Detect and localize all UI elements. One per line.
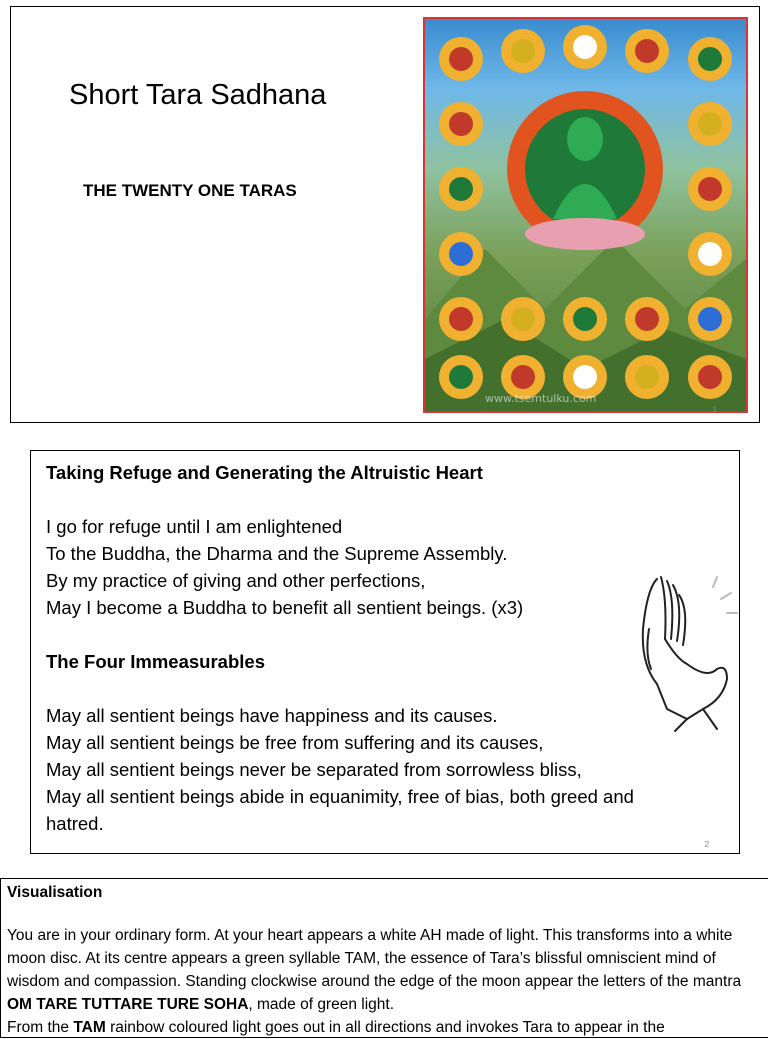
- page-number: 1: [712, 405, 717, 414]
- mantra-text: OM TARE TUTTARE TURE SOHA: [7, 996, 249, 1013]
- refuge-line: By my practice of giving and other perfections,: [46, 570, 426, 591]
- visualisation-slide: [0, 878, 768, 1038]
- refuge-line: May I become a Buddha to benefit all sentient beings. (x3): [46, 597, 524, 618]
- paragraph-text: You are in your ordinary form. At your heart appears a white AH made of light. This transforms into a white moon disc. At its centre appears a green syllable TAM, the essence of Tara’s blissful omniscient mind of wisdom and compassion. Standing clockwise around the edge of the moon appear the letters of the mantra: [7, 927, 742, 990]
- immeasurable-line: May all sentient beings be free from suffering and its causes,: [46, 732, 544, 753]
- immeasurable-line: May all sentient beings never be separated from sorrowless bliss,: [46, 759, 582, 780]
- paragraph-text: , made of green light.: [248, 996, 395, 1013]
- lotus-seat: [525, 218, 645, 250]
- immeasurable-line: May all sentient beings have happiness and its causes.: [46, 705, 498, 726]
- refuge-slide: [30, 450, 740, 854]
- immeasurable-line: May all sentient beings abide in equanimity, free of bias, both greed and: [46, 786, 634, 807]
- green-tara-head: [567, 117, 603, 161]
- paragraph-text: rainbow coloured light goes out in all directions and invokes Tara to appear in the: [105, 1019, 665, 1036]
- spacer: [7, 904, 762, 924]
- refuge-line: To the Buddha, the Dharma and the Supreme Assembly.: [46, 543, 508, 564]
- immeasurable-line: hatred.: [46, 813, 104, 834]
- refuge-line: I go for refuge until I am enlightened: [46, 516, 343, 537]
- visualisation-text-block: [7, 881, 762, 1039]
- visualisation-heading: Visualisation: [7, 884, 103, 901]
- visualisation-paragraph: [7, 924, 762, 1016]
- visualisation-paragraph: [7, 1016, 762, 1039]
- thangka-illustration: [425, 19, 746, 411]
- refuge-heading: Taking Refuge and Generating the Altruistic Heart: [46, 462, 483, 483]
- page-number: 2: [704, 840, 709, 849]
- spacer: [46, 486, 729, 513]
- tam-syllable: TAM: [73, 1019, 106, 1036]
- praying-hands-icon: [627, 569, 739, 734]
- immeasurables-heading: The Four Immeasurables: [46, 651, 265, 672]
- paragraph-text: From the: [7, 1019, 74, 1036]
- image-watermark: www.tsemtulku.com: [485, 392, 597, 405]
- page-subtitle: THE TWENTY ONE TARAS: [83, 181, 297, 200]
- title-slide: [10, 6, 760, 423]
- twenty-one-taras-painting: [423, 17, 748, 413]
- page-title: Short Tara Sadhana: [69, 79, 327, 111]
